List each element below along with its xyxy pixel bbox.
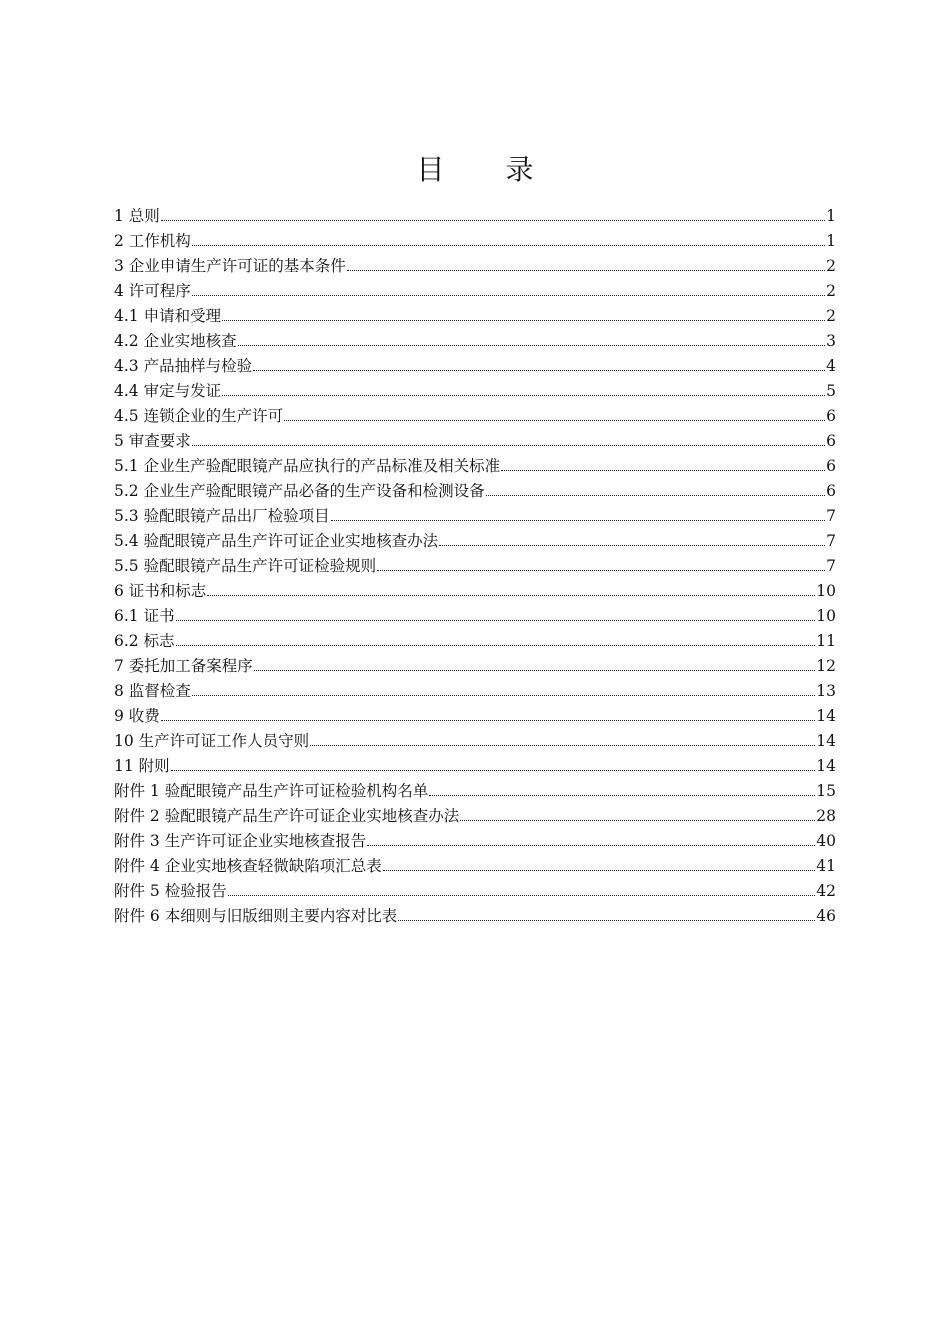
- toc-dot-leader: [501, 469, 825, 471]
- toc-entry[interactable]: [114, 729, 836, 754]
- toc-dot-leader: [383, 869, 816, 871]
- toc-entry[interactable]: [114, 254, 836, 279]
- toc-dot-leader: [238, 344, 826, 346]
- toc-dot-leader: [253, 369, 825, 371]
- toc-entry-label: 附件 4 企业实地核查轻微缺陷项汇总表: [114, 857, 382, 875]
- toc-entry-label: 4.2 企业实地核查: [114, 332, 237, 350]
- toc-entry-label: 附件 1 验配眼镜产品生产许可证检验机构名单: [114, 782, 429, 800]
- toc-entry-label: 10 生产许可证工作人员守则: [114, 732, 310, 750]
- toc-entry-page-number: 4: [826, 357, 836, 375]
- toc-entry[interactable]: [114, 379, 836, 404]
- toc-entry-page-number: 12: [816, 657, 836, 675]
- toc-dot-leader: [460, 819, 815, 821]
- toc-dot-leader: [284, 419, 825, 421]
- toc-entry[interactable]: [114, 204, 836, 229]
- toc-entry[interactable]: [114, 454, 836, 479]
- toc-entry-label: 6 证书和标志: [114, 582, 207, 600]
- toc-entry[interactable]: [114, 654, 836, 679]
- toc-entry-page-number: 7: [826, 507, 836, 525]
- toc-entry[interactable]: [114, 304, 836, 329]
- toc-entry-label: 7 委托加工备案程序: [114, 657, 253, 675]
- toc-entry[interactable]: [114, 404, 836, 429]
- toc-entry-label: 5.1 企业生产验配眼镜产品应执行的产品标准及相关标准: [114, 457, 501, 475]
- toc-entry-label: 6.1 证书: [114, 607, 175, 625]
- toc-entry-page-number: 1: [826, 207, 836, 225]
- toc-entry-label: 附件 2 验配眼镜产品生产许可证企业实地核查办法: [114, 807, 460, 825]
- toc-entry[interactable]: [114, 804, 836, 829]
- toc-title: 目 录: [416, 153, 560, 186]
- toc-dot-leader: [176, 619, 816, 621]
- toc-dot-leader: [192, 294, 825, 296]
- toc-entry[interactable]: [114, 354, 836, 379]
- toc-dot-leader: [367, 844, 815, 846]
- toc-entry-page-number: 42: [816, 882, 836, 900]
- toc-entry-label: 5.4 验配眼镜产品生产许可证企业实地核查办法: [114, 532, 439, 550]
- toc-dot-leader: [171, 769, 816, 771]
- toc-entry-page-number: 14: [816, 757, 836, 775]
- toc-entry-label: 5.2 企业生产验配眼镜产品必备的生产设备和检测设备: [114, 482, 485, 500]
- toc-entry-page-number: 15: [816, 782, 836, 800]
- table-of-contents: [114, 204, 836, 929]
- toc-entry-label: 1 总则: [114, 207, 160, 225]
- toc-entry-page-number: 6: [826, 407, 836, 425]
- toc-entry-page-number: 2: [826, 307, 836, 325]
- toc-entry[interactable]: [114, 279, 836, 304]
- toc-entry-page-number: 7: [826, 532, 836, 550]
- toc-entry-label: 4 许可程序: [114, 282, 191, 300]
- toc-entry-label: 4.3 产品抽样与检验: [114, 357, 253, 375]
- toc-dot-leader: [161, 719, 815, 721]
- toc-dot-leader: [439, 544, 825, 546]
- toc-entry-label: 4.1 申请和受理: [114, 307, 222, 325]
- toc-entry-page-number: 11: [816, 632, 836, 650]
- toc-entry-label: 附件 5 检验报告: [114, 882, 227, 900]
- toc-dot-leader: [192, 244, 825, 246]
- toc-entry-page-number: 3: [826, 332, 836, 350]
- toc-dot-leader: [331, 519, 826, 521]
- toc-entry-page-number: 28: [816, 807, 836, 825]
- toc-dot-leader: [207, 594, 815, 596]
- toc-entry[interactable]: [114, 504, 836, 529]
- toc-entry[interactable]: [114, 429, 836, 454]
- toc-entry[interactable]: [114, 704, 836, 729]
- toc-entry-page-number: 6: [826, 482, 836, 500]
- toc-entry-label: 4.4 审定与发证: [114, 382, 222, 400]
- toc-entry-page-number: 13: [816, 682, 836, 700]
- toc-entry-page-number: 46: [816, 907, 836, 925]
- toc-entry[interactable]: [114, 604, 836, 629]
- toc-entry[interactable]: [114, 479, 836, 504]
- toc-dot-leader: [377, 569, 825, 571]
- toc-entry-label: 11 附则: [114, 757, 170, 775]
- toc-dot-leader: [192, 694, 815, 696]
- toc-entry-label: 3 企业申请生产许可证的基本条件: [114, 257, 346, 275]
- toc-entry[interactable]: [114, 679, 836, 704]
- toc-entry[interactable]: [114, 229, 836, 254]
- toc-dot-leader: [222, 394, 825, 396]
- toc-entry-label: 5.5 验配眼镜产品生产许可证检验规则: [114, 557, 377, 575]
- toc-entry-label: 6.2 标志: [114, 632, 175, 650]
- toc-entry-page-number: 41: [816, 857, 836, 875]
- toc-dot-leader: [398, 919, 815, 921]
- toc-dot-leader: [429, 794, 815, 796]
- toc-entry[interactable]: [114, 629, 836, 654]
- toc-entry-page-number: 2: [826, 257, 836, 275]
- toc-entry[interactable]: [114, 779, 836, 804]
- toc-entry-label: 2 工作机构: [114, 232, 191, 250]
- toc-entry-label: 9 收费: [114, 707, 160, 725]
- toc-dot-leader: [228, 894, 816, 896]
- toc-entry-page-number: 6: [826, 457, 836, 475]
- toc-dot-leader: [192, 444, 825, 446]
- toc-dot-leader: [310, 744, 815, 746]
- toc-dot-leader: [161, 219, 825, 221]
- toc-entry-page-number: 10: [816, 607, 836, 625]
- toc-dot-leader: [222, 319, 825, 321]
- toc-entry[interactable]: [114, 879, 836, 904]
- toc-entry-page-number: 2: [826, 282, 836, 300]
- toc-entry[interactable]: [114, 854, 836, 879]
- toc-entry-label: 8 监督检查: [114, 682, 191, 700]
- toc-entry-page-number: 14: [816, 707, 836, 725]
- toc-entry[interactable]: [114, 829, 836, 854]
- toc-entry-page-number: 7: [826, 557, 836, 575]
- toc-entry[interactable]: [114, 579, 836, 604]
- toc-entry-label: 5 审查要求: [114, 432, 191, 450]
- toc-entry-page-number: 1: [826, 232, 836, 250]
- toc-dot-leader: [254, 669, 815, 671]
- toc-entry[interactable]: [114, 904, 836, 929]
- toc-entry-page-number: 14: [816, 732, 836, 750]
- toc-entry[interactable]: [114, 554, 836, 579]
- toc-dot-leader: [486, 494, 826, 496]
- toc-entry-page-number: 5: [826, 382, 836, 400]
- toc-entry[interactable]: [114, 754, 836, 779]
- toc-entry-label: 4.5 连锁企业的生产许可: [114, 407, 284, 425]
- toc-entry-page-number: 10: [816, 582, 836, 600]
- toc-entry-page-number: 40: [816, 832, 836, 850]
- toc-entry-label: 5.3 验配眼镜产品出厂检验项目: [114, 507, 330, 525]
- toc-dot-leader: [347, 269, 825, 271]
- toc-entry[interactable]: [114, 529, 836, 554]
- toc-entry[interactable]: [114, 329, 836, 354]
- toc-entry-label: 附件 6 本细则与旧版细则主要内容对比表: [114, 907, 398, 925]
- toc-entry-label: 附件 3 生产许可证企业实地核查报告: [114, 832, 367, 850]
- toc-dot-leader: [176, 644, 816, 646]
- toc-entry-page-number: 6: [826, 432, 836, 450]
